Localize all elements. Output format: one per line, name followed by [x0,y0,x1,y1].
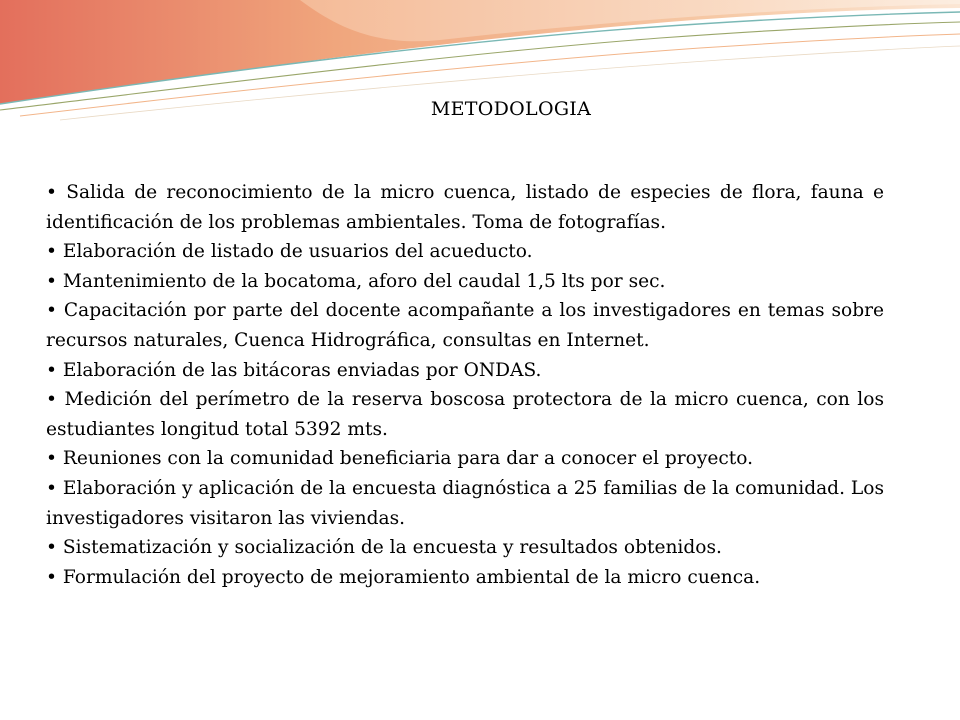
swoosh-highlight [300,0,960,41]
bullet: • [46,182,57,203]
list-item-text: Capacitación por parte del docente acompañante a los investigadores en temas sobre recursos naturales, Cuenca Hidrográfica, consultas en Internet. [46,300,884,351]
list-item [46,267,884,297]
list-item [46,385,884,444]
bullet: • [46,448,57,470]
list-item [46,237,884,267]
bullet: • [46,566,57,588]
list-item [46,563,884,593]
methodology-list [46,178,884,592]
bullet: • [46,359,57,381]
list-item-text: Salida de reconocimiento de la micro cuenca, listado de especies de flora, fauna e identificación de los problemas ambientales. Toma de fotografías. [46,182,884,233]
list-item-text: Formulación del proyecto de mejoramiento ambiental de la micro cuenca. [62,566,761,588]
bullet: • [46,241,57,263]
bullet: • [46,270,57,292]
list-item-text: Sistematización y socialización de la encuesta y resultados obtenidos. [62,537,722,559]
bullet: • [46,537,57,559]
list-item [46,444,884,474]
list-item [46,533,884,563]
list-item-text: Elaboración y aplicación de la encuesta diagnóstica a 25 familias de la comunidad. Los investigadores visitaron las viviendas. [46,477,884,529]
slide-title: METODOLOGIA [430,98,592,120]
list-item [46,178,884,237]
list-item-text: Medición del perímetro de la reserva boscosa protectora de la micro cuenca, con los estudiantes longitud total 5392 mts. [46,389,884,440]
list-item [46,474,884,533]
list-item-text: Elaboración de listado de usuarios del acueducto. [62,241,533,263]
bullet: • [46,477,57,499]
bullet: • [46,300,57,322]
list-item-text: Reuniones con la comunidad beneficiaria para dar a conocer el proyecto. [62,448,754,470]
list-item-text: Mantenimiento de la bocatoma, aforo del caudal 1,5 lts por sec. [62,270,666,292]
list-item-text: Elaboración de las bitácoras enviadas por ONDAS. [62,359,542,381]
list-item [46,356,884,386]
list-item [46,296,884,355]
bullet: • [46,389,57,411]
